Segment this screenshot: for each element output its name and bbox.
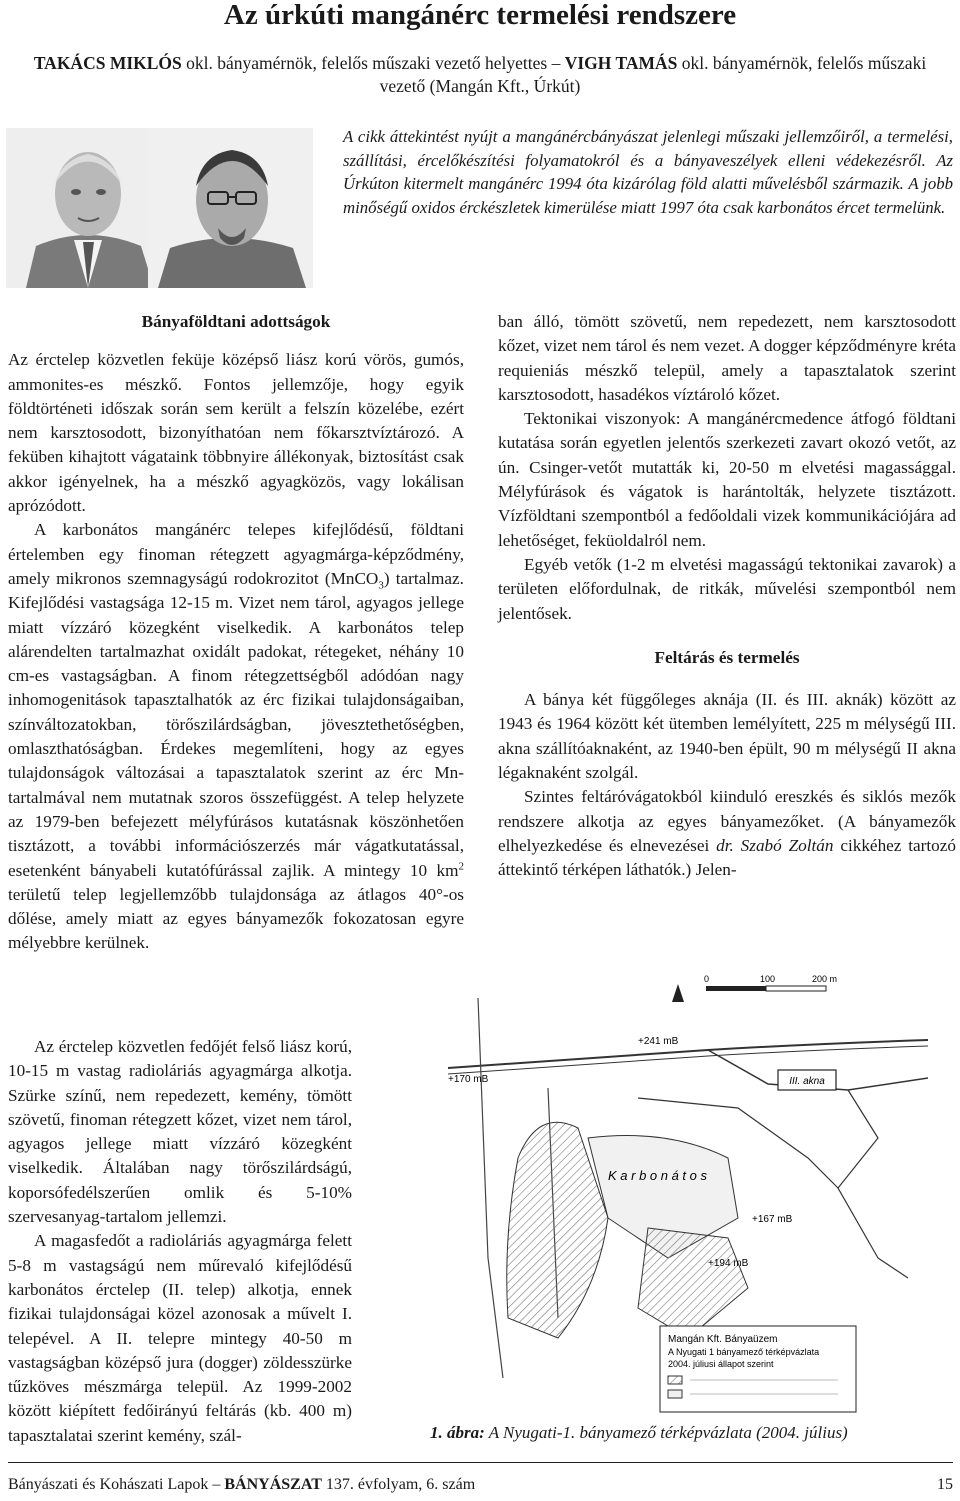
portrait-image [148,128,313,288]
journal-name: Bányászati és Kohászati Lapok – [8,1476,225,1493]
level-label: +167 mB [752,1214,793,1225]
footer-rule [8,1462,953,1463]
author1-name: TAKÁCS MIKLÓS [33,53,182,73]
portrait-image [6,128,171,288]
author-line [20,52,940,98]
legend-date: 2004. júliusi állapot szerint [668,1359,774,1369]
mine-map-figure [408,958,956,1420]
page-footer [8,1475,953,1495]
paragraph: ban álló, tömött szövetű, nem repedezett, nem karsztosodott kőzet, vizet nem tárol és nem vezet. A dogger képződményre kréta requieniás mészkő települ, amely a tapasztalatok szerint karsztosodott, hasadékos víztároló kőzet. [498,312,956,404]
paragraph: A magasfedőt a radioláriás agyagmárga felett 5-8 m vastagságú nem műrevaló kifejlődésű karbonátos érctelep (II. telep) alkotja, ennek fizikai tulajdonságai közel azonosak a művelt I. telepével. A II. telepre mintegy 40-50 m vastagságban középső jura (dogger) zöldesszürke tűzköves mészmárga települ. Az 1999-2002 között kiépített fedőirányú feltárás (kb. 400 m) tapasztalatai szerint kemény, szál- [8,1231,352,1445]
journal-section: BÁNYÁSZAT [224,1476,322,1493]
paragraph: Az érctelep közvetlen feküje középső liász korú vörös, gumós, ammonites-es mészkő. Fontos jellemzője, hogy egyik földtörténeti időszak során sem került a felszín közelébe, ezért nem karsztosodott, bizonyíthatóan nem főkarsztvíztározó. A feküben kihajtott vágataink többnyire állékonyak, biztosítást csak akkor igényelnek, ha a mészkő agyagközös, vagy lokálisan aprózódott. [8,350,464,516]
caption-text: A Nyugati-1. bányamező térképvázlata (2004. július) [484,1423,848,1442]
paragraph-wrap-text: területű telep legjellemzőbb tulajdonsága az átlagos 40°-os dőlése, amely miatt az egyes bányamezők fokozatosan egyre mélyebbre kerülnek. [8,884,464,953]
figure-caption [430,1422,950,1444]
abstract: A cikk áttekintést nyújt a mangánércbányászat jelenlegi műszaki jellemzőiről, a termelési, szállítási, ércelőkészítési folyamatokról és a bányaveszélyek elleni védekezésről. Az Úrkúton kitermelt mangánérc 1994 óta kizárólag föld alatti művelésből származik. A jobb minőségű oxidos érckészletek kimerülése miatt 1997 óta csak karbonátos ércet termelünk. [343,127,953,217]
paragraph: Tektonikai viszonyok: A mangánércmedence átfogó földtani kutatása során egyetlen jelentős szerkezeti zavart okozó vetőt, az ún. Csinger-vetőt mutatták ki, 20-50 m elvetési magassággal. Mélyfúrások és vágatok is harántolták, helyzete tisztázott. Vízföldtani szempontból a fedőoldali vizek kommunikációjára ad lehetőséget, feküoldalról nem. [498,409,956,550]
section-heading: Bányaföldtani adottságok [141,312,331,331]
author2-name: VIGH TAMÁS [564,53,678,73]
page-number: 15 [937,1476,953,1493]
left-column [8,310,464,956]
level-label: +170 mB [448,1074,489,1085]
legend-title: Mangán Kft. Bányaüzem [668,1334,778,1345]
author1-role: okl. bányamérnök, felelős műszaki vezető helyettes – [181,53,565,73]
paragraph: A bánya két függőleges aknája (II. és III. aknák) között az 1943 és 1964 között két ütemben lemélyített, 225 m mélységű III. akna szállítóaknaként, az 1940-ben épült, 90 m mélységű II akna légaknaként szolgál. [498,690,956,783]
journal-issue: 137. évfolyam, 6. szám [321,1476,476,1493]
author1-photo [6,128,171,288]
scale-label: 100 [760,974,776,984]
scale-label: 200 m [812,974,838,984]
right-column [498,310,956,883]
level-label: +194 mB [708,1258,749,1269]
level-label: +241 mB [638,1036,679,1047]
map-zone-label: K a r b o n á t o s [608,1168,707,1183]
scale-label: 0 [704,974,710,984]
author2-role: okl. bányamérnök, felelős műszaki vezető (Mangán Kft., Úrkút) [379,53,927,96]
left-column-lower [8,1035,352,1448]
caption-label: 1. ábra: [430,1423,485,1442]
paragraph: A karbonátos mangánérc telepes kifejlődésű, földtani értelemben egy finoman rétegzett agyagmárga-képződmény, amely mikronos szemnagyságú rodokrozitot (MnCO$_3$) tartalmaz. Kifejlődési vastagsága 12-15 m. Vizet nem tárol, agyagos jellege miatt vízzáró közegként viselkedik. A karbonátos telep alárendelten tartalmazhat oxidált padokat, rétegeket, néhány 10 cm-es vastagságban. A finom rétegzettségből adódóan nagy inhomogenitások tapasztalhatók az érc fizikai tulajdonságaiban, színváltozatokban, törőszilárdságban, jövesztethetőségben, omlaszthatóságban. Érdekes megemlíteni, hogy az egyes tulajdonságok változásai a tapasztalatok szerint az érc Mn-tartalmával nem mutatnak szoros összefüggést. A telep helyzete az 1979-ben befejezett mélyfúrásos kutatásnak köszönhetően tisztázott, a további információszerzés már vágatkutatással, esetenként bányabeli kutatófúrással zajlik. A mintegy 10 $km^2$ területű telep legjellemzőbb tulajdonsága az átlagos 40°-os dőlése, amely miatt az egyes bányamezők fokozatosan egyre mélyebbre kerülnek. [8,520,464,953]
article-title: Az úrkúti mangánérc termelési rendszere [223,0,737,31]
shaft-label: III. akna [789,1076,825,1087]
paragraph: Szintes feltáróvágatokból kiinduló ereszkés és siklós mezők rendszere alkotja az egyes bányamezőket. (A bányamezők elhelyezkedése és elnevezései dr. Szabó Zoltán cikkéhez tartozó áttekintő térképen láthatók.) Jelen- [498,787,956,880]
paragraph: Egyéb vetők (1-2 m elvetési magasságú tektonikai zavarok) a területen előfordulnak, de ritkák, művelési szempontból nem jelentősek. [498,554,956,623]
paragraph: Az érctelep közvetlen fedőjét felső liász korú, 10-15 m vastag radioláriás agyagmárga alkotja. Szürke színű, nem repedezett, kemény, tömött szövetű, finoman rétegzett kőzet, vizet nem tárol, agyagos jellege miatt vízzáró közegként viselkedik. Általában nagy törőszilárdságú, koporsófedélszerűen omlik és 5-10% szervesanyag-tartalom jellemzi. [8,1037,352,1227]
author2-photo [148,128,313,288]
section-heading: Feltárás és termelés [654,647,800,667]
legend-subtitle: A Nyugati 1 bányamező térképvázlata [668,1347,820,1357]
mine-map-drawing [408,958,956,1420]
